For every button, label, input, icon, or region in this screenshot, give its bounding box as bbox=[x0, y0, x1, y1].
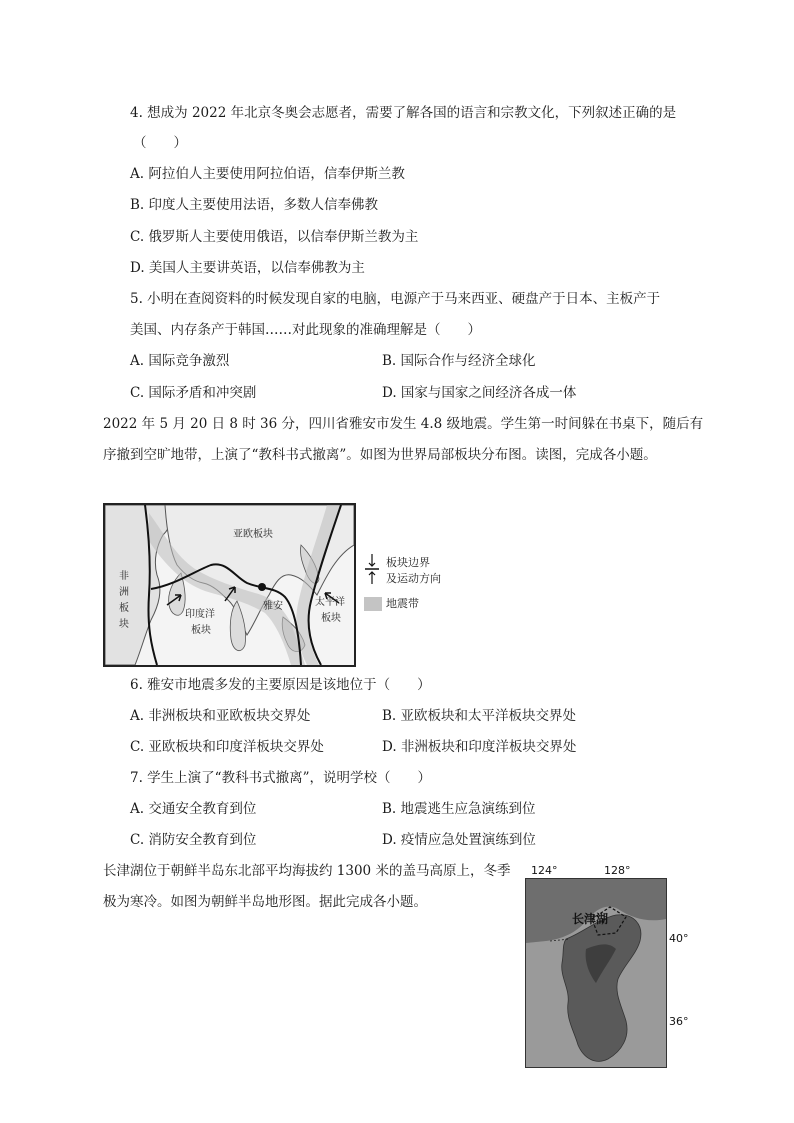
q5-stem-line1: 5. 小明在查阅资料的时候发现自家的电脑，电源产于马来西亚、硬盘产于日本、主板产于 bbox=[130, 291, 661, 307]
lon-124-label: 124° bbox=[531, 864, 558, 877]
passage2-line2: 极为寒冷。如图为朝鲜半岛地形图。据此完成各小题。 bbox=[103, 894, 427, 910]
q7-option-a: A. 交通安全教育到位 bbox=[130, 801, 257, 817]
q4-stem-line1: 4. 想成为 2022 年北京冬奥会志愿者，需要了解各国的语言和宗教文化，下列叙述正确的是 bbox=[130, 105, 677, 121]
label-african-1: 非 bbox=[119, 571, 129, 582]
yaan-marker bbox=[258, 583, 266, 591]
q6-stem: 6. 雅安市地震多发的主要原因是该地位于（ ） bbox=[130, 677, 431, 693]
label-african-3: 板 bbox=[119, 603, 129, 614]
label-african-4: 块 bbox=[119, 619, 129, 630]
legend-boundary-2: 及运动方向 bbox=[386, 572, 441, 585]
label-indian-1: 印度洋 bbox=[185, 609, 215, 620]
lon-128-label: 128° bbox=[604, 864, 631, 877]
boundary-arrows-icon bbox=[365, 554, 379, 584]
plate-map-drawing bbox=[105, 505, 354, 665]
quake-belt-swatch bbox=[364, 597, 382, 611]
q6-option-b: B. 亚欧板块和太平洋板块交界处 bbox=[382, 708, 577, 724]
q6-option-a: A. 非洲板块和亚欧板块交界处 bbox=[130, 708, 311, 724]
plate-map bbox=[103, 503, 356, 667]
label-yaan: 雅安 bbox=[263, 601, 283, 612]
q7-option-c: C. 消防安全教育到位 bbox=[130, 832, 257, 848]
label-indian-2: 板块 bbox=[191, 625, 211, 636]
q7-stem: 7. 学生上演了“教科书式撤离”，说明学校（ ） bbox=[130, 770, 431, 786]
q7-option-b: B. 地震逃生应急演练到位 bbox=[382, 801, 536, 817]
label-pacific-2: 板块 bbox=[321, 613, 341, 624]
legend-boundary-1: 板块边界 bbox=[386, 556, 430, 569]
korea-terrain-map bbox=[525, 878, 667, 1068]
lat-40-label: 40° bbox=[669, 932, 689, 945]
lat-36-label: 36° bbox=[669, 1015, 689, 1028]
q5-option-b: B. 国际合作与经济全球化 bbox=[382, 353, 536, 369]
label-changjin-lake: 长津湖 bbox=[572, 912, 609, 926]
passage2-line1: 长津湖位于朝鲜半岛东北部平均海拔约 1300 米的盖马高原上，冬季 bbox=[103, 863, 511, 879]
passage1-line1: 2022 年 5 月 20 日 8 时 36 分，四川省雅安市发生 4.8 级地震。学生第一时间躲在书桌下，随后有 bbox=[103, 416, 704, 432]
q5-option-c: C. 国际矛盾和冲突剧 bbox=[130, 385, 257, 401]
q4-option-d: D. 美国人主要讲英语，以信奉佛教为主 bbox=[130, 260, 365, 276]
label-pacific-1: 太平洋 bbox=[315, 597, 345, 608]
q4-option-c: C. 俄罗斯人主要使用俄语，以信奉伊斯兰教为主 bbox=[130, 229, 419, 245]
q4-option-a: A. 阿拉伯人主要使用阿拉伯语，信奉伊斯兰教 bbox=[130, 166, 405, 182]
q6-option-c: C. 亚欧板块和印度洋板块交界处 bbox=[130, 739, 324, 755]
q4-stem-line2: （ ） bbox=[133, 135, 187, 151]
q6-option-d: D. 非洲板块和印度洋板块交界处 bbox=[382, 739, 577, 755]
label-african-2: 洲 bbox=[119, 587, 129, 598]
passage1-line2: 序撤到空旷地带，上演了“教科书式撤离”。如图为世界局部板块分布图。读图，完成各小题。 bbox=[103, 447, 657, 463]
legend-quake-belt: 地震带 bbox=[386, 597, 419, 610]
q7-option-d: D. 疫情应急处置演练到位 bbox=[382, 832, 536, 848]
korea-map-drawing bbox=[526, 879, 666, 1067]
q4-option-b: B. 印度人主要使用法语，多数人信奉佛教 bbox=[130, 197, 379, 213]
label-eurasian-plate: 亚欧板块 bbox=[233, 529, 273, 540]
q5-stem-line2: 美国、内存条产于韩国……对此现象的准确理解是（ ） bbox=[130, 322, 481, 338]
q5-option-d: D. 国家与国家之间经济各成一体 bbox=[382, 385, 577, 401]
q5-option-a: A. 国际竞争激烈 bbox=[130, 353, 230, 369]
